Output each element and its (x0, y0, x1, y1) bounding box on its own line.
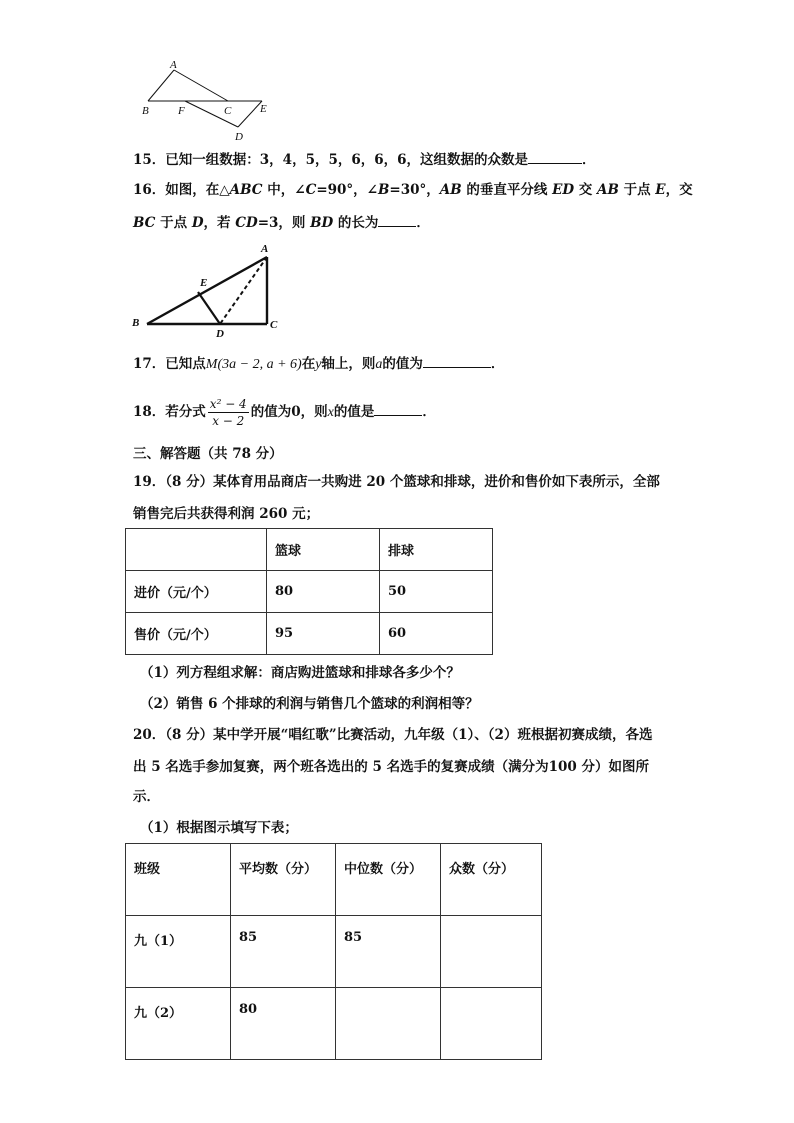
question-19-sub-1: （1）列方程组求解：商店购进篮球和排球各多少个？ (140, 665, 460, 681)
q17-text: 17．已知点 (133, 356, 206, 372)
label-f: F (178, 105, 185, 117)
question-17 (133, 353, 504, 375)
q16-text: 交 (574, 182, 597, 198)
section-heading: 三、解答题（共 78 分） (133, 446, 283, 462)
table-cell-blank[interactable] (441, 988, 542, 1060)
q18-fraction (208, 396, 249, 429)
q18-numerator: x² − 4 (209, 397, 247, 411)
q16-text: =30°， (389, 182, 440, 198)
q17-point: M(3a − 2, a + 6) (205, 357, 302, 372)
q17-var: a (375, 357, 383, 372)
question-18 (133, 396, 436, 429)
table-cell: 众数（分） (441, 844, 542, 916)
q18-text: 18．若分式 (133, 404, 206, 420)
question-16-line-1 (133, 180, 693, 200)
table-cell: 平均数（分） (231, 844, 336, 916)
table-row (126, 916, 542, 988)
q17-answer-blank[interactable] (423, 353, 491, 368)
q16-var: B (378, 182, 390, 198)
q16-text: 于点 (618, 182, 656, 198)
q16-answer-blank[interactable] (378, 212, 416, 227)
table-cell: 中位数（分） (336, 844, 441, 916)
label-d: D (216, 328, 224, 340)
table-header-row (126, 529, 493, 571)
price-table (125, 528, 493, 655)
question-20-line-2: 出 5 名选手参加复赛，两个班各选出的 5 名选手的复赛成绩（满分为100 分）如图所 (133, 759, 649, 775)
segment-ab (148, 70, 174, 101)
q16-var: BD (310, 215, 334, 231)
q16-text: =3，则 (257, 215, 311, 231)
segment-ed (198, 292, 220, 324)
q17-text: 轴上，则 (321, 356, 376, 372)
table-row (126, 571, 493, 613)
label-d: D (235, 131, 243, 143)
q16-text: 的垂直平分线 (461, 182, 553, 198)
q18-text: 的值为0，则 (250, 404, 328, 420)
q17-text: 在 (301, 356, 316, 372)
q16-var: ABC (229, 182, 263, 198)
q17-text: 的值为 (382, 356, 423, 372)
question-15 (133, 149, 596, 170)
table-cell: 篮球 (267, 529, 380, 571)
table-cell: 班级 (126, 844, 231, 916)
label-a: A (261, 243, 269, 255)
q16-var: CD (235, 215, 258, 231)
question-20-line-3: 示． (133, 789, 160, 805)
table-header-row (126, 844, 542, 916)
q18-answer-blank[interactable] (374, 401, 422, 416)
q15-text: 15．已知一组数据：3，4，5，5，6，6，6，这组数据的众数是 (133, 152, 529, 168)
q16-text: ，若 (203, 215, 236, 231)
figure-q14 (140, 59, 280, 143)
segment-ad-dashed (220, 257, 267, 324)
table-cell: 九（2） (126, 988, 231, 1060)
table-cell: 80 (267, 571, 380, 613)
segment-ac (174, 70, 228, 101)
label-b: B (132, 317, 140, 329)
table-cell (126, 529, 267, 571)
label-a: A (170, 59, 177, 71)
question-20-sub-1: （1）根据图示填写下表； (140, 820, 298, 836)
q16-text: 于点 (155, 215, 192, 231)
q15-answer-blank[interactable] (528, 149, 582, 164)
score-table (125, 843, 542, 1060)
q18-tail: ． (422, 404, 436, 420)
table-cell: 九（1） (126, 916, 231, 988)
segment-ab (147, 257, 267, 324)
q16-var: ED (552, 182, 575, 198)
table-cell: 售价（元/个） (126, 613, 267, 655)
q16-var: BC (133, 215, 156, 231)
table-cell: 50 (380, 571, 493, 613)
table-row (126, 613, 493, 655)
table-cell: 排球 (380, 529, 493, 571)
table-cell: 60 (380, 613, 493, 655)
label-c: C (270, 319, 278, 331)
q18-denominator: x − 2 (212, 414, 245, 428)
table-cell: 85 (336, 916, 441, 988)
table-cell: 进价（元/个） (126, 571, 267, 613)
q16-var: C (305, 182, 317, 198)
question-19-line-1: 19．（8 分）某体育用品商店一共购进 20 个篮球和排球，进价和售价如下表所示，全部 (133, 474, 660, 490)
segment-ed (238, 101, 262, 127)
q17-var: y (315, 357, 322, 372)
question-20-line-1: 20．（8 分）某中学开展“唱红歌”比赛活动，九年级（1）、（2）班根据初赛成绩，各选 (133, 727, 653, 743)
table-cell: 80 (231, 988, 336, 1060)
table-cell: 95 (267, 613, 380, 655)
q16-text: 的长为 (333, 215, 379, 231)
q15-tail: ． (582, 152, 596, 168)
q18-var: x (327, 405, 334, 420)
q16-text: 中，∠ (262, 182, 306, 198)
label-e: E (200, 277, 208, 289)
table-cell-blank[interactable] (336, 988, 441, 1060)
question-19-line-2: 销售完后共获得利润 260 元； (133, 506, 320, 522)
label-e: E (260, 103, 267, 115)
q16-var: AB (439, 182, 462, 198)
figure-q16 (130, 240, 290, 340)
table-cell: 85 (231, 916, 336, 988)
q16-tail: ． (416, 215, 430, 231)
q16-var: AB (596, 182, 619, 198)
q16-text: 16．如图，在△ (133, 182, 230, 198)
label-c: C (224, 105, 232, 117)
q17-tail: ． (490, 356, 505, 372)
question-16-line-2 (133, 212, 430, 233)
label-b: B (142, 105, 149, 117)
table-cell-blank[interactable] (441, 916, 542, 988)
q18-text: 的值是 (333, 404, 375, 420)
q16-var: D (191, 215, 204, 231)
question-19-sub-2: （2）销售 6 个排球的利润与销售几个篮球的利润相等？ (140, 696, 479, 712)
q16-text: =90°，∠ (316, 182, 378, 198)
q16-text: ，交 (665, 182, 693, 198)
q16-var: E (655, 182, 666, 198)
table-row (126, 988, 542, 1060)
